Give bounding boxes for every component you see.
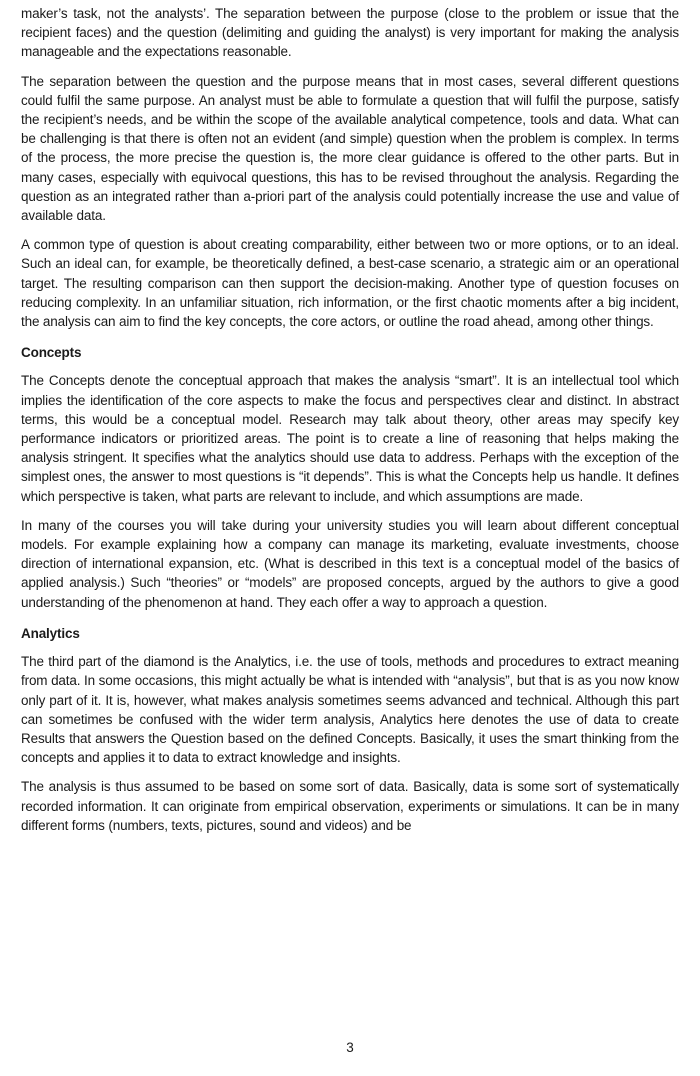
paragraph-question-separation: The separation between the question and the purpose means that in most cases, several different questions could fulfil the same purpose. An analyst must be able to formulate a question that will fulfil the purpose, satisfy the recipient’s needs, and be within the scope of the available analytical competence, tools and data. What can be challenging is that there is often not an evident (and simple) question when the problem is complex. In terms of the process, the more precise the question is, the more clear guidance is offered to the other parts. But in many cases, especially with equivocal questions, this has to be revised throughout the analysis. Regarding the question as an integrated rather than a-priori part of the analysis could potentially increase the use and value of available data. (21, 73, 679, 224)
section-heading-concepts: Concepts (21, 345, 82, 361)
page-number: 3 (346, 1040, 354, 1055)
paragraph-conceptual-models: In many of the courses you will take during your university studies you will learn about different conceptual models. For example explaining how a company can manage its marketing, evaluate investments, choose direction of international expansion, etc. (What is described in this text is a conceptual model of the basics of applied analysis.) Such “theories” or “models” are proposed concepts, argued by the authors to give a good understanding of the phenomenon at hand. They each offer a way to approach a question. (21, 517, 679, 610)
section-heading-analytics: Analytics (21, 625, 80, 641)
paragraph-analytics-definition: The third part of the diamond is the Analytics, i.e. the use of tools, methods and procedures to extract meaning from data. In some occasions, this might actually be what is intended with “analysis”, but that is as you now know only part of it. It is, however, what makes analysis sometimes seems advanced and technical. Although this part can sometimes be confused with the wider term analysis, Analytics here denotes the use of data to create Results that answers the Question based on the defined Concepts. Basically, it uses the smart thinking from the concepts and applies it to data to extract knowledge and insights. (21, 654, 679, 766)
paragraph-concepts-definition: The Concepts denote the conceptual approach that makes the analysis “smart”. It is an intellectual tool which implies the identification of the core aspects to make the focus and perspectives clear and distinct. In abstract terms, this would be a conceptual model. Research may talk about theory, other areas may specify key performance indicators or prioritized areas. The point is to create a line of reasoning that helps making the analysis stringent. It specifies what the analytics should use data to address. Perhaps with the exception of the simplest ones, the answer to most questions is “it depends”. This is what the Concepts help us handle. It defines which perspective is taken, what parts are relevant to include, and which assumptions are made. (21, 373, 679, 504)
document-page (21, 0, 679, 845)
paragraph-purpose-question: maker’s task, not the analysts’. The separation between the purpose (close to the problem or issue that the recipient faces) and the question (delimiting and guiding the analyst) is very important for making the analysis manageable and the expectations reasonable. (21, 6, 679, 60)
paragraph-question-types: A common type of question is about creating comparability, either between two or more options, or to an ideal. Such an ideal can, for example, be theoretically defined, a best-case scenario, a strategic aim or an operational target. The resulting comparison can then support the decision-making. Another type of question focuses on reducing complexity. In an unfamiliar situation, rich information, or the first chaotic moments after a big incident, the analysis can aim to find the key concepts, the core actors, or outline the road ahead, among other things. (21, 237, 679, 330)
paragraph-data-basis: The analysis is thus assumed to be based on some sort of data. Basically, data is some sort of systematically recorded information. It can originate from empirical observation, experiments or simulations. It can be in many different forms (numbers, texts, pictures, sound and videos) and be (21, 779, 679, 833)
